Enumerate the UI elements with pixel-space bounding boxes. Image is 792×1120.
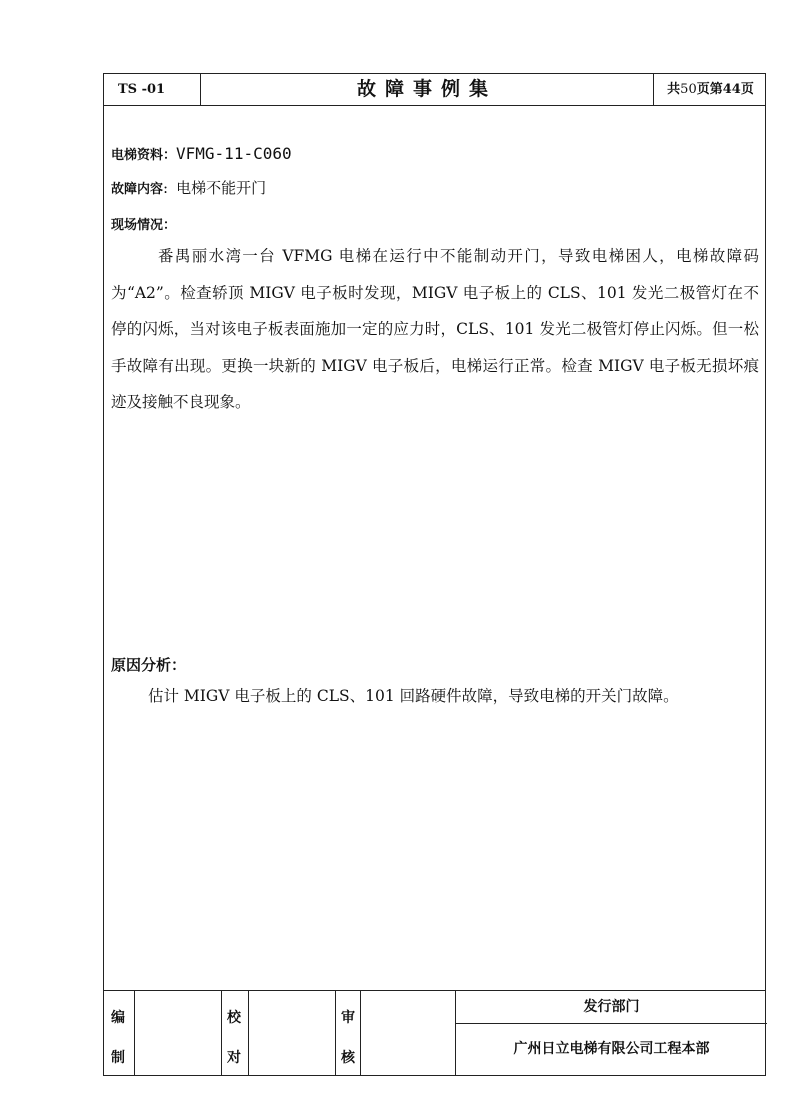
page-current: 44	[722, 82, 741, 97]
model-line	[111, 144, 292, 163]
review-key-cell	[336, 991, 361, 1076]
model-label: 电梯资料：	[111, 148, 177, 163]
edit-sign-cell	[135, 991, 222, 1076]
model-value: VFMG-11-C060	[176, 144, 292, 163]
signoff-table	[104, 990, 765, 1076]
review-sign-cell	[361, 991, 456, 1076]
issuing-dept-label: 发行部门	[456, 991, 767, 1024]
edit-key-2: 制	[111, 1050, 125, 1066]
cause-line	[111, 654, 186, 675]
page-mid: 页第	[696, 82, 723, 97]
fault-label: 故障内容	[111, 182, 164, 197]
fault-value: 电梯不能开门	[176, 179, 267, 197]
check-key-cell	[222, 991, 249, 1076]
header-row	[104, 74, 765, 106]
edit-key-cell	[104, 991, 135, 1076]
document-page	[103, 73, 766, 1076]
page-suffix: 页	[740, 82, 754, 97]
document-title: 故障事例集	[356, 78, 497, 100]
scene-line	[111, 214, 176, 233]
scene-paragraph: 番禺丽水湾一台 VFMG 电梯在运行中不能制动开门，导致电梯困人，电梯故障码为“A2”。检查轿顶 MIGV 电子板时发现，MIGV 电子板上的 CLS、101 发光二极管灯在不停的闪烁，当对该电子板表面施加一定的应力时，CLS、101 发光二极管灯停止闪烁。但一松手故障有出现。更换一块新的 MIGV 电子板后，电梯运行正常。检查 MIGV 电子板无损坏痕迹及接触不良现象。	[111, 247, 759, 411]
page-total: 50	[680, 82, 697, 97]
edit-key-1: 编	[111, 1010, 125, 1026]
scene-label: 现场情况：	[111, 218, 177, 233]
check-key-1: 校	[227, 1010, 241, 1026]
fault-line	[111, 177, 266, 198]
check-sign-cell	[249, 991, 336, 1076]
page-prefix: 共	[667, 82, 681, 97]
cause-label: 原因分析：	[111, 656, 187, 674]
issuing-dept-name: 广州日立电梯有限公司工程本部	[513, 1041, 710, 1057]
cause-text: 估计 MIGV 电子板上的 CLS、101 回路硬件故障，导致电梯的开关门故障。	[148, 687, 679, 705]
document-code: TS -01	[104, 74, 201, 105]
page-counter	[653, 74, 767, 105]
review-key-2: 核	[341, 1050, 355, 1066]
review-key-1: 审	[341, 1010, 355, 1026]
check-key-2: 对	[227, 1050, 241, 1066]
fault-separator: :	[163, 179, 169, 197]
